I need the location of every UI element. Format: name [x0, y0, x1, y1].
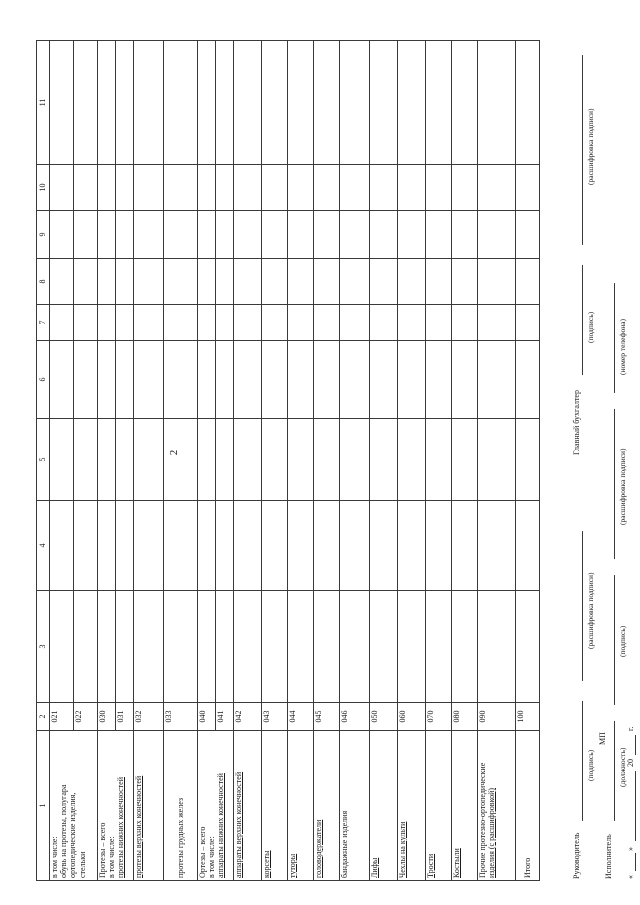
cell[interactable]	[516, 305, 540, 341]
cell[interactable]	[216, 259, 234, 305]
cell[interactable]	[234, 419, 262, 501]
date-year-suffix: г.	[626, 726, 635, 731]
col-header: 4	[37, 501, 50, 591]
cell[interactable]	[116, 341, 134, 419]
cell[interactable]	[50, 41, 74, 165]
cell[interactable]	[314, 259, 340, 305]
cell[interactable]	[288, 305, 314, 341]
row-name	[426, 731, 452, 881]
row-code: 022	[74, 703, 98, 731]
accountant-decoding-caption: (расшифровка подписи)	[586, 108, 595, 185]
col-header: 7	[37, 305, 50, 341]
executor-position-line[interactable]	[614, 721, 615, 821]
table-row	[398, 41, 426, 881]
row-name-line: стельки	[77, 851, 87, 878]
executor-signature-line[interactable]	[614, 575, 615, 705]
row-code: 042	[234, 703, 262, 731]
row-name-line: ортопедические изделия,	[68, 792, 78, 878]
row-name-line: Лифы	[370, 857, 379, 878]
row-name-line: изделия (с расшифровкой)	[487, 787, 497, 878]
cell[interactable]	[98, 341, 116, 419]
cell[interactable]	[370, 165, 398, 211]
col-header: 5	[37, 419, 50, 501]
cell[interactable]	[116, 305, 134, 341]
cell[interactable]	[398, 165, 426, 211]
cell[interactable]	[198, 419, 216, 501]
cell[interactable]	[216, 501, 234, 591]
cell[interactable]	[50, 305, 74, 341]
cell[interactable]	[216, 165, 234, 211]
row-name	[98, 731, 134, 881]
head-decoding-line[interactable]	[582, 531, 583, 681]
page-number: 2	[168, 449, 180, 456]
cell[interactable]	[134, 211, 164, 259]
cell[interactable]	[50, 211, 74, 259]
accountant-decoding-line[interactable]	[582, 55, 583, 245]
row-name	[452, 731, 478, 881]
row-name	[262, 731, 288, 881]
cell[interactable]	[340, 341, 370, 419]
cell[interactable]	[164, 341, 198, 419]
cell[interactable]	[478, 259, 516, 305]
row-name-line: Итого	[522, 857, 532, 878]
cell[interactable]	[314, 211, 340, 259]
executor-signature-caption: (подпись)	[618, 625, 627, 657]
cell[interactable]	[216, 591, 234, 703]
table-row	[134, 41, 164, 881]
cell[interactable]	[398, 591, 426, 703]
row-name-line: Трости	[426, 853, 435, 878]
cell[interactable]	[98, 591, 116, 703]
cell[interactable]	[452, 211, 478, 259]
cell[interactable]	[516, 259, 540, 305]
cell[interactable]	[234, 341, 262, 419]
cell[interactable]	[516, 501, 540, 591]
row-name-line: аппараты нижних конечностей	[216, 773, 226, 878]
date-day-line[interactable]	[635, 853, 636, 871]
table-row	[288, 41, 314, 881]
table-row	[516, 41, 540, 881]
cell[interactable]	[288, 259, 314, 305]
row-name-line: корсеты	[262, 850, 271, 878]
cell[interactable]	[452, 341, 478, 419]
table-row	[164, 41, 198, 881]
cell[interactable]	[340, 41, 370, 165]
cell[interactable]	[452, 305, 478, 341]
row-name	[478, 731, 516, 881]
cell[interactable]	[198, 501, 216, 591]
cell[interactable]	[426, 419, 452, 501]
cell[interactable]	[74, 341, 98, 419]
cell[interactable]	[398, 341, 426, 419]
row-name-line: протезы грудных желез	[175, 797, 185, 878]
cell[interactable]	[216, 305, 234, 341]
cell[interactable]	[198, 211, 216, 259]
row-code: 080	[452, 703, 478, 731]
cell[interactable]	[398, 501, 426, 591]
cell[interactable]	[116, 419, 134, 501]
accountant-signature-line[interactable]	[582, 265, 583, 375]
cell[interactable]	[426, 165, 452, 211]
cell[interactable]	[234, 165, 262, 211]
row-code: 046	[340, 703, 370, 731]
report-table	[36, 40, 540, 881]
cell[interactable]	[216, 419, 234, 501]
cell[interactable]	[234, 305, 262, 341]
cell[interactable]	[98, 501, 116, 591]
cell[interactable]	[262, 259, 288, 305]
row-code: 100	[516, 703, 540, 731]
row-name-line: протезы верхних конечностей	[134, 775, 143, 878]
cell[interactable]	[116, 501, 134, 591]
row-code: 021	[50, 703, 74, 731]
cell[interactable]	[516, 591, 540, 703]
cell[interactable]	[50, 419, 74, 501]
executor-decoding-line[interactable]	[614, 409, 615, 559]
executor-position-caption: (должность)	[618, 747, 627, 787]
date-year-line[interactable]	[635, 735, 636, 755]
row-code: 031	[116, 703, 134, 731]
cell[interactable]	[478, 341, 516, 419]
cell[interactable]	[262, 211, 288, 259]
cell[interactable]	[398, 259, 426, 305]
row-name-line: протезы нижних конечностей	[116, 776, 126, 878]
cell[interactable]	[234, 501, 262, 591]
cell[interactable]	[478, 305, 516, 341]
cell[interactable]	[134, 259, 164, 305]
row-code: 030	[98, 703, 116, 731]
table-row	[478, 41, 516, 881]
cell[interactable]	[134, 419, 164, 501]
cell[interactable]	[370, 41, 398, 165]
cell[interactable]	[262, 501, 288, 591]
cell[interactable]	[478, 501, 516, 591]
cell[interactable]	[134, 501, 164, 591]
cell[interactable]	[198, 165, 216, 211]
cell[interactable]	[288, 165, 314, 211]
cell[interactable]	[370, 419, 398, 501]
col-header: 9	[37, 211, 50, 259]
cell[interactable]	[452, 591, 478, 703]
executor-phone-line[interactable]	[614, 283, 615, 393]
date-year-prefix: 20	[626, 759, 635, 767]
row-name	[198, 731, 234, 881]
cell[interactable]	[370, 259, 398, 305]
cell[interactable]	[426, 591, 452, 703]
row-name-line: головодержатели	[314, 819, 323, 878]
cell[interactable]	[262, 41, 288, 165]
cell[interactable]	[370, 591, 398, 703]
row-name-line: Протезы – всего	[98, 822, 107, 878]
cell[interactable]	[516, 341, 540, 419]
cell[interactable]	[50, 259, 74, 305]
row-code: 044	[288, 703, 314, 731]
cell[interactable]	[216, 341, 234, 419]
table-row	[452, 41, 478, 881]
cell[interactable]	[164, 41, 198, 165]
cell[interactable]	[426, 41, 452, 165]
cell[interactable]	[314, 419, 340, 501]
table-row	[314, 41, 340, 881]
executor-phone-caption: (номер телефона)	[618, 318, 627, 375]
cell[interactable]	[74, 591, 98, 703]
cell[interactable]	[340, 305, 370, 341]
cell[interactable]	[340, 259, 370, 305]
row-code: 032	[134, 703, 164, 731]
cell[interactable]	[134, 341, 164, 419]
cell[interactable]	[340, 591, 370, 703]
cell[interactable]	[314, 305, 340, 341]
cell[interactable]	[164, 419, 198, 501]
cell[interactable]	[478, 165, 516, 211]
cell[interactable]	[262, 165, 288, 211]
cell[interactable]	[116, 591, 134, 703]
cell[interactable]	[288, 341, 314, 419]
header-row	[37, 41, 50, 881]
cell[interactable]	[198, 305, 216, 341]
row-name	[516, 731, 540, 881]
cell[interactable]	[516, 419, 540, 501]
row-name-line: Прочие протезно-ортопедические	[478, 762, 487, 878]
accountant-signature-caption: (подпись)	[586, 311, 595, 343]
cell[interactable]	[134, 165, 164, 211]
row-name	[370, 731, 398, 881]
cell[interactable]	[340, 419, 370, 501]
cell[interactable]	[262, 419, 288, 501]
cell[interactable]	[398, 211, 426, 259]
executor-label: Исполнитель	[604, 834, 613, 879]
cell[interactable]	[262, 341, 288, 419]
cell[interactable]	[478, 419, 516, 501]
cell[interactable]	[216, 211, 234, 259]
cell[interactable]	[198, 259, 216, 305]
row-name-line: туторы	[288, 853, 297, 878]
cell[interactable]	[452, 501, 478, 591]
row-name-line: аппараты верхних конечностей	[234, 771, 243, 878]
cell[interactable]	[98, 259, 116, 305]
cell[interactable]	[98, 41, 116, 165]
cell[interactable]	[288, 41, 314, 165]
cell[interactable]	[314, 591, 340, 703]
cell[interactable]	[116, 41, 134, 165]
cell[interactable]	[314, 165, 340, 211]
cell[interactable]	[426, 501, 452, 591]
cell[interactable]	[426, 211, 452, 259]
cell[interactable]	[478, 211, 516, 259]
cell[interactable]	[426, 341, 452, 419]
cell[interactable]	[340, 211, 370, 259]
cell[interactable]	[234, 211, 262, 259]
cell[interactable]	[74, 419, 98, 501]
row-code: 060	[398, 703, 426, 731]
cell[interactable]	[74, 41, 98, 165]
table-row	[98, 41, 116, 881]
cell[interactable]	[234, 591, 262, 703]
col-header: 8	[37, 259, 50, 305]
row-name	[50, 731, 98, 881]
cell[interactable]	[370, 341, 398, 419]
table-row	[50, 41, 74, 881]
row-code: 045	[314, 703, 340, 731]
cell[interactable]	[452, 41, 478, 165]
executor-decoding-caption: (расшифровка подписи)	[618, 448, 627, 525]
cell[interactable]	[74, 165, 98, 211]
col-header: 6	[37, 341, 50, 419]
table-row	[340, 41, 370, 881]
cell[interactable]	[198, 41, 216, 165]
row-name-line: Ортезы – всего	[198, 826, 207, 878]
head-signature-caption: (подпись)	[586, 749, 595, 781]
col-header: 2	[37, 703, 50, 731]
table-row	[426, 41, 452, 881]
cell[interactable]	[426, 259, 452, 305]
row-code: 041	[216, 703, 234, 731]
table-row	[234, 41, 262, 881]
col-header: 3	[37, 591, 50, 703]
cell[interactable]	[398, 419, 426, 501]
cell[interactable]	[398, 41, 426, 165]
cell[interactable]	[116, 211, 134, 259]
row-name	[398, 731, 426, 881]
cell[interactable]	[74, 501, 98, 591]
cell[interactable]	[50, 165, 74, 211]
chief-accountant-label: Главный бухгалтер	[572, 390, 581, 455]
col-header: 10	[37, 165, 50, 211]
date-close-quote: »	[626, 847, 635, 851]
date-open-quote: «	[626, 875, 635, 879]
row-code: 040	[198, 703, 216, 731]
row-name-line: Костыли	[452, 848, 461, 878]
cell[interactable]	[98, 419, 116, 501]
cell[interactable]	[98, 305, 116, 341]
stamp-label: МП	[598, 732, 607, 745]
row-name	[288, 731, 314, 881]
table-row	[198, 41, 216, 881]
cell[interactable]	[50, 341, 74, 419]
cell[interactable]	[314, 41, 340, 165]
cell[interactable]	[340, 501, 370, 591]
head-signature-line[interactable]	[582, 701, 583, 821]
cell[interactable]	[50, 501, 74, 591]
row-name-line: в том числе:	[207, 836, 217, 878]
cell[interactable]	[516, 165, 540, 211]
cell[interactable]	[262, 305, 288, 341]
cell[interactable]	[478, 591, 516, 703]
cell[interactable]	[116, 259, 134, 305]
row-code: 090	[478, 703, 516, 731]
cell[interactable]	[164, 211, 198, 259]
cell[interactable]	[216, 41, 234, 165]
cell[interactable]	[370, 501, 398, 591]
row-name-line: обувь на протезы, полугара	[59, 784, 69, 878]
head-decoding-caption: (расшифровка подписи)	[586, 572, 595, 649]
cell[interactable]	[164, 165, 198, 211]
cell[interactable]	[340, 165, 370, 211]
cell[interactable]	[452, 165, 478, 211]
cell[interactable]	[478, 41, 516, 165]
row-name	[134, 731, 164, 881]
cell[interactable]	[74, 259, 98, 305]
cell[interactable]	[516, 211, 540, 259]
row-code: 050	[370, 703, 398, 731]
cell[interactable]	[314, 341, 340, 419]
col-header: 11	[37, 41, 50, 165]
cell[interactable]	[74, 211, 98, 259]
row-name	[314, 731, 340, 881]
row-name	[234, 731, 262, 881]
cell[interactable]	[262, 591, 288, 703]
cell[interactable]	[98, 165, 116, 211]
cell[interactable]	[164, 259, 198, 305]
row-name-line: в том числе:	[50, 836, 59, 878]
row-code: 070	[426, 703, 452, 731]
date-month-line[interactable]	[635, 771, 636, 841]
cell[interactable]	[98, 211, 116, 259]
cell[interactable]	[234, 41, 262, 165]
cell[interactable]	[288, 419, 314, 501]
cell[interactable]	[134, 41, 164, 165]
cell[interactable]	[288, 501, 314, 591]
cell[interactable]	[314, 501, 340, 591]
cell[interactable]	[398, 305, 426, 341]
cell[interactable]	[164, 501, 198, 591]
cell[interactable]	[288, 211, 314, 259]
head-label: Руководитель	[572, 832, 581, 879]
row-name-line: в том числе:	[107, 836, 117, 878]
row-name	[340, 731, 370, 881]
cell[interactable]	[116, 165, 134, 211]
cell[interactable]	[234, 259, 262, 305]
cell[interactable]	[134, 591, 164, 703]
row-name-line: Чехлы на культи	[398, 821, 407, 878]
cell[interactable]	[164, 591, 198, 703]
cell[interactable]	[50, 591, 74, 703]
cell[interactable]	[198, 591, 216, 703]
cell[interactable]	[134, 305, 164, 341]
row-code: 043	[262, 703, 288, 731]
cell[interactable]	[426, 305, 452, 341]
cell[interactable]	[164, 305, 198, 341]
row-code: 033	[164, 703, 198, 731]
col-header: 1	[37, 731, 50, 881]
cell[interactable]	[516, 41, 540, 165]
cell[interactable]	[74, 305, 98, 341]
row-name-line: бандажные изделия	[340, 810, 349, 878]
table-row	[370, 41, 398, 881]
cell[interactable]	[370, 211, 398, 259]
cell[interactable]	[198, 341, 216, 419]
cell[interactable]	[452, 419, 478, 501]
cell[interactable]	[452, 259, 478, 305]
cell[interactable]	[370, 305, 398, 341]
row-name	[164, 731, 198, 881]
cell[interactable]	[288, 591, 314, 703]
table-row	[262, 41, 288, 881]
